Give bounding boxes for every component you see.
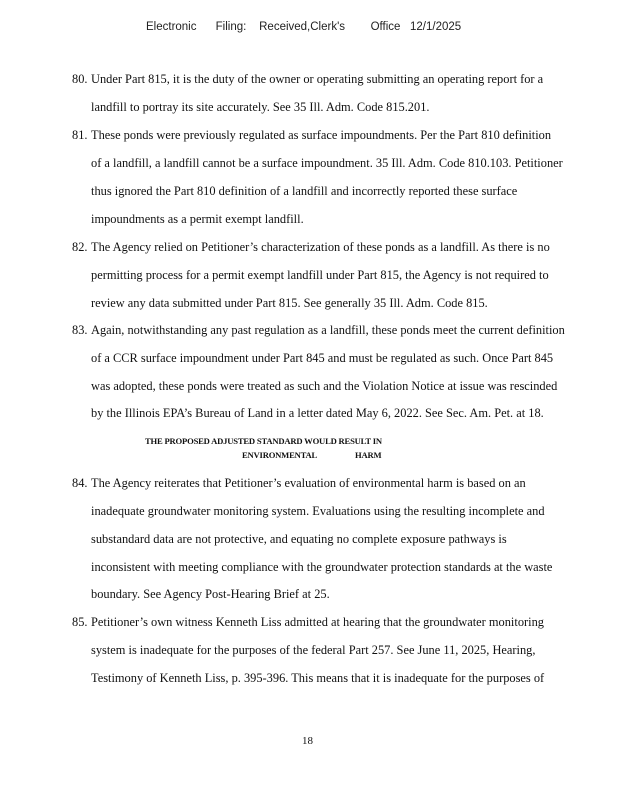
paragraph-line: landfill to portray its site accurately. See 35 Ill. Adm. Code 815.201. bbox=[91, 100, 430, 114]
paragraph-line: inadequate groundwater monitoring system. Evaluations using the resulting incomplete and bbox=[91, 504, 545, 518]
paragraph-number: 83. bbox=[72, 323, 88, 337]
electronic-filing-header: Electronic Filing: Received,Clerk's Office 12/1/2025 bbox=[146, 21, 462, 33]
paragraph-line: impoundments as a permit exempt landfill. bbox=[91, 212, 304, 226]
paragraph-line: Under Part 815, it is the duty of the owner or operating submitting an operating report for a bbox=[91, 72, 544, 86]
section-heading-line-1: THE PROPOSED ADJUSTED STANDARD WOULD RESULT IN bbox=[145, 436, 382, 446]
paragraph-line: of a landfill, a landfill cannot be a surface impoundment. 35 Ill. Adm. Code 810.103. Petitioner bbox=[91, 156, 563, 170]
paragraph-line: The Agency relied on Petitioner’s characterization of these ponds as a landfill. As there is no bbox=[91, 240, 550, 254]
paragraph-line: review any data submitted under Part 815. See generally 35 Ill. Adm. Code 815. bbox=[91, 296, 488, 310]
paragraph-number: 82. bbox=[72, 240, 88, 254]
paragraph-number: 84. bbox=[72, 476, 88, 490]
section-heading-line-2b: HARM bbox=[355, 450, 382, 460]
paragraph-line: substandard data are not protective, and equating no complete exposure pathways is bbox=[91, 532, 507, 546]
page-number: 18 bbox=[302, 735, 313, 747]
paragraph-number: 80. bbox=[72, 72, 88, 86]
paragraph-line: thus ignored the Part 810 definition of a landfill and incorrectly reported these surface bbox=[91, 184, 518, 198]
section-heading-line-2a: ENVIRONMENTAL bbox=[242, 450, 318, 460]
paragraph-line: of a CCR surface impoundment under Part 845 and must be regulated as such. Once Part 845 bbox=[91, 351, 554, 365]
paragraph-line: was adopted, these ponds were treated as such and the Violation Notice at issue was rescinded bbox=[91, 379, 558, 393]
paragraph-line: system is inadequate for the purposes of the federal Part 257. See June 11, 2025, Hearing, bbox=[91, 643, 536, 657]
paragraph-number: 85. bbox=[72, 615, 88, 629]
paragraph-line: by the Illinois EPA’s Bureau of Land in a letter dated May 6, 2022. See Sec. Am. Pet. at 18. bbox=[91, 406, 544, 420]
paragraph-line: inconsistent with meeting compliance with the groundwater protection standards at the waste bbox=[91, 560, 553, 574]
paragraph-line: permitting process for a permit exempt landfill under Part 815, the Agency is not required to bbox=[91, 268, 549, 282]
paragraph-line: The Agency reiterates that Petitioner’s evaluation of environmental harm is based on an bbox=[91, 476, 526, 490]
paragraph-line: boundary. See Agency Post-Hearing Brief at 25. bbox=[91, 587, 330, 601]
paragraph-number: 81. bbox=[72, 128, 88, 142]
paragraph-line: Petitioner’s own witness Kenneth Liss admitted at hearing that the groundwater monitoring bbox=[91, 615, 544, 629]
paragraph-line: Testimony of Kenneth Liss, p. 395-396. This means that it is inadequate for the purposes of bbox=[91, 671, 545, 685]
paragraph-line: These ponds were previously regulated as surface impoundments. Per the Part 810 definition bbox=[91, 128, 552, 142]
paragraph-line: Again, notwithstanding any past regulation as a landfill, these ponds meet the current definition bbox=[91, 323, 565, 337]
